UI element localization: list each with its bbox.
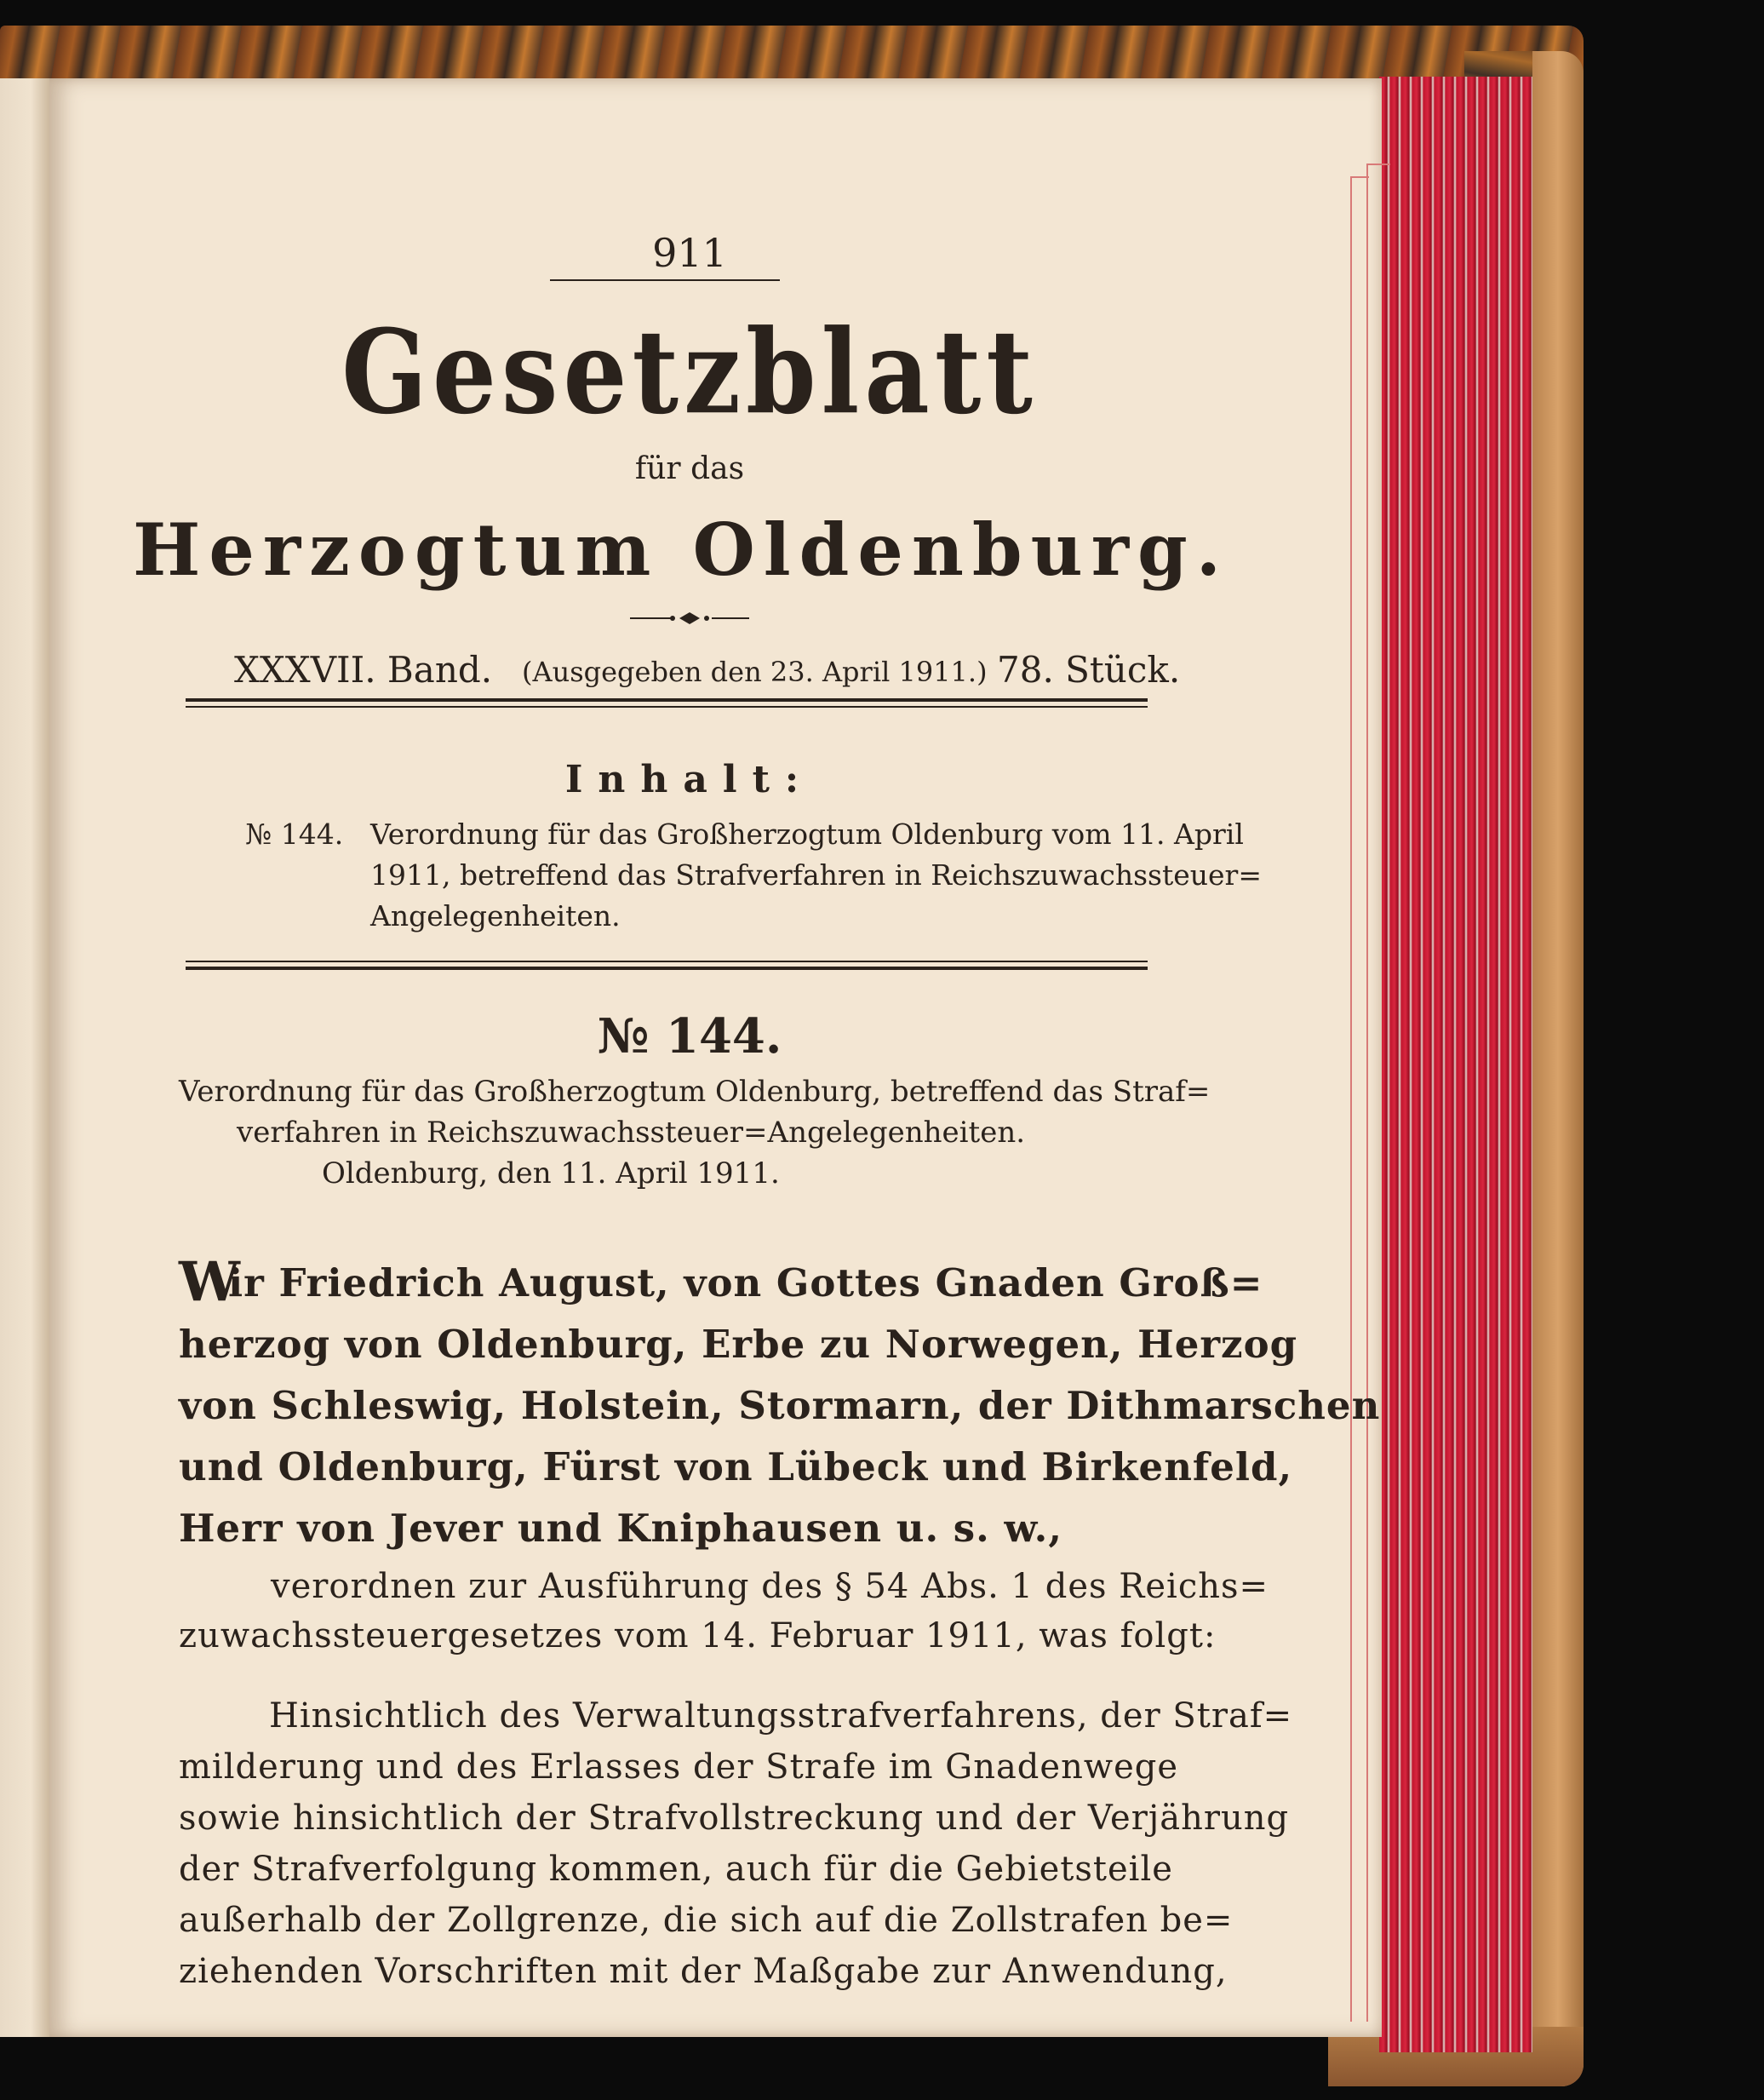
title-connector: für das (634, 451, 745, 486)
preamble-dropcap: W (179, 1250, 241, 1314)
red-page-edges (1379, 77, 1532, 2052)
ordinance-place-date: Oldenburg, den 11. April 1911. (322, 1156, 780, 1191)
preamble-line: Herr von Jever und Kniphausen u. s. w., (179, 1506, 1063, 1551)
preamble-line: herzog von Oldenburg, Erbe zu Norwegen, Herzog (179, 1322, 1298, 1367)
paragraph-line: Hinsichtlich des Verwaltungsstrafverfahrens, der Straf= (269, 1696, 1293, 1736)
paragraph-line: der Strafverfolgung kommen, auch für die Gebietsteile (179, 1850, 1173, 1889)
page-number: 911 (652, 230, 727, 276)
header-double-rule-bottom (186, 706, 1148, 708)
paragraph-line: außerhalb der Zollgrenze, die sich auf die Zollstrafen be= (179, 1901, 1234, 1940)
volume-label: XXXVII. Band. (234, 649, 493, 691)
decree-line: zuwachssteuergesetzes vom 14. Februar 1911, was folgt: (179, 1616, 1217, 1655)
facing-page-edge (0, 78, 51, 2037)
contents-double-rule-top (186, 961, 1148, 962)
page-number-rule (550, 279, 780, 281)
preamble-line: ir Friedrich August, von Gottes Gnaden Groß= (228, 1260, 1263, 1305)
document-title: Gesetzblatt (341, 303, 1038, 440)
contents-heading: Inhalt: (564, 758, 815, 801)
ordinance-title-line: Verordnung für das Großherzogtum Oldenburg, betreffend das Straf= (179, 1075, 1211, 1109)
preamble-line: von Schleswig, Holstein, Stormarn, der Dithmarschen (179, 1383, 1381, 1428)
state-name: Herzogtum Oldenburg. (133, 508, 1229, 592)
page-frame-line (1366, 164, 1390, 2022)
ornament-divider-icon (630, 608, 749, 628)
ordinance-title-line: verfahren in Reichszuwachssteuer=Angelegenheiten. (237, 1116, 1026, 1150)
contents-entry-number: № 144. (245, 818, 344, 851)
ordinance-number: № 144. (597, 1008, 782, 1064)
contents-entry-line: Angelegenheiten. (370, 899, 621, 932)
contents-double-rule-bottom (186, 967, 1148, 970)
contents-entry-line: Verordnung für das Großherzogtum Oldenburg vom 11. April (370, 818, 1244, 851)
document-page (49, 78, 1382, 2037)
issue-date: (Ausgegeben den 23. April 1911.) (522, 656, 988, 688)
paragraph-line: milderung und des Erlasses der Strafe im Gnadenwege (179, 1747, 1179, 1787)
part-number: 78. Stück. (997, 649, 1181, 691)
book (0, 26, 1584, 2086)
page-frame-line-inner (1350, 176, 1369, 2022)
paragraph-line: sowie hinsichtlich der Strafvollstreckung und der Verjährung (179, 1799, 1290, 1838)
leather-spine-edge (1532, 51, 1584, 2086)
contents-entry-line: 1911, betreffend das Strafverfahren in Reichszuwachssteuer= (370, 858, 1262, 892)
decree-line: verordnen zur Ausführung des § 54 Abs. 1 des Reichs= (271, 1567, 1269, 1606)
paragraph-line: ziehenden Vorschriften mit der Maßgabe zur Anwendung, (179, 1952, 1228, 1991)
preamble-line: und Oldenburg, Fürst von Lübeck und Birkenfeld, (179, 1444, 1293, 1489)
header-double-rule-top (186, 698, 1148, 702)
